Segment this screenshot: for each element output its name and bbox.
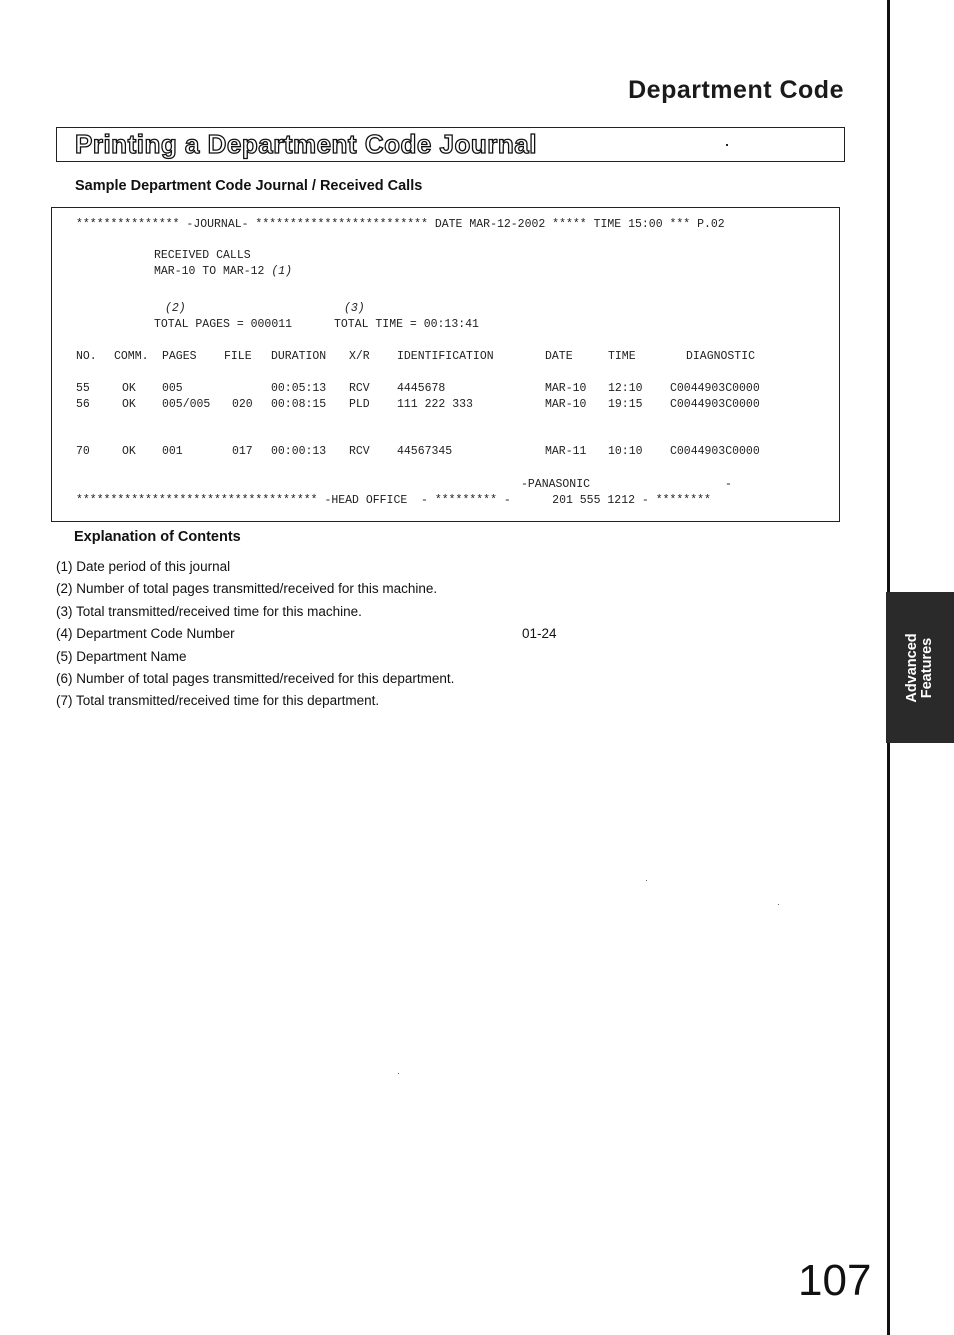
row-time: 12:10 (608, 382, 643, 395)
col-identification: IDENTIFICATION (397, 350, 494, 363)
journal-footer-dash: - (725, 478, 732, 491)
department-code-number: 01-24 (522, 626, 557, 641)
row-duration: 00:00:13 (271, 445, 327, 458)
scan-speck (646, 880, 647, 881)
row-comm: OK (122, 382, 136, 395)
row-duration: 00:05:13 (271, 382, 327, 395)
row-no: 55 (76, 382, 90, 395)
journal-total-time: TOTAL TIME = 00:13:41 (334, 318, 479, 331)
list-item: (5) Department Name (56, 648, 187, 664)
row-file: 017 (232, 445, 253, 458)
list-item: (4) Department Code Number (56, 626, 235, 642)
row-xr: PLD (349, 398, 370, 411)
list-item: (1) Date period of this journal (56, 559, 231, 574)
scan-speck (398, 1073, 399, 1074)
journal-footer-line: *********************************** -HEAD OFFICE - ********* - 201 555 1212 - ******** (76, 494, 711, 507)
journal-total-pages: TOTAL PAGES = 000011 (154, 318, 293, 331)
row-pages: 005 (162, 382, 183, 395)
side-tab-line1: Advanced (904, 632, 920, 703)
row-pages: 005/005 (162, 398, 211, 411)
row-diagnostic: C0044903C0000 (670, 445, 760, 458)
title-dot (726, 144, 728, 146)
scan-speck (778, 904, 779, 905)
journal-box (51, 207, 840, 522)
row-no: 56 (76, 398, 90, 411)
col-diagnostic: DIAGNOSTIC (686, 350, 756, 363)
row-pages: 001 (162, 445, 183, 458)
row-no: 70 (76, 445, 90, 458)
row-identification: 4445678 (397, 382, 446, 395)
row-diagnostic: C0044903C0000 (670, 382, 760, 395)
row-xr: RCV (349, 382, 370, 395)
explanation-list (56, 558, 454, 715)
row-date: MAR-10 (545, 382, 587, 395)
col-comm: COMM. (114, 350, 149, 363)
marker-3: (3) (344, 302, 365, 315)
col-no: NO. (76, 350, 97, 363)
list-item: (7) Total transmitted/received time for this department. (56, 693, 380, 709)
row-time: 10:10 (608, 445, 643, 458)
row-time: 19:15 (608, 398, 643, 411)
journal-header-line: *************** -JOURNAL- ************************* DATE MAR-12-2002 ***** TIME 15:00 *** P.02 (76, 218, 725, 231)
col-xr: X/R (349, 350, 370, 363)
journal-period (154, 265, 292, 279)
row-diagnostic: C0044903C0000 (670, 398, 760, 411)
list-item: (6) Number of total pages transmitted/received for this department. (56, 670, 455, 686)
page-number: 107 (798, 1256, 872, 1305)
row-comm: OK (122, 398, 136, 411)
col-time: TIME (608, 350, 636, 363)
row-identification: 44567345 (397, 445, 453, 458)
side-tab-advanced-features[interactable] (886, 592, 954, 743)
section-title: Department Code (628, 76, 844, 104)
col-date: DATE (545, 350, 573, 363)
list-item: (3) Total transmitted/received time for this machine. (56, 603, 362, 619)
marker-1: (1) (271, 265, 293, 278)
row-file: 020 (232, 398, 253, 411)
list-item: (2) Number of total pages transmitted/received for this machine. (56, 581, 438, 597)
col-pages: PAGES (162, 350, 197, 363)
row-identification: 111 222 333 (397, 398, 473, 411)
row-comm: OK (122, 445, 136, 458)
explanation-heading: Explanation of Contents (74, 529, 241, 545)
sample-heading: Sample Department Code Journal / Received Calls (75, 178, 423, 194)
page-title: Printing a Department Code Journal (75, 129, 537, 159)
side-tab-line2: Features (919, 637, 935, 698)
journal-received-calls: RECEIVED CALLS (154, 249, 251, 262)
col-duration: DURATION (271, 350, 327, 363)
journal-footer-panasonic: -PANASONIC (521, 478, 591, 491)
row-date: MAR-10 (545, 398, 587, 411)
marker-2: (2) (165, 302, 186, 315)
row-duration: 00:08:15 (271, 398, 327, 411)
side-tab-label (905, 633, 935, 702)
row-date: MAR-11 (545, 445, 587, 458)
col-file: FILE (224, 350, 252, 363)
journal-period-text: MAR-10 TO MAR-12 (154, 265, 265, 278)
row-xr: RCV (349, 445, 370, 458)
title-box (56, 127, 845, 162)
